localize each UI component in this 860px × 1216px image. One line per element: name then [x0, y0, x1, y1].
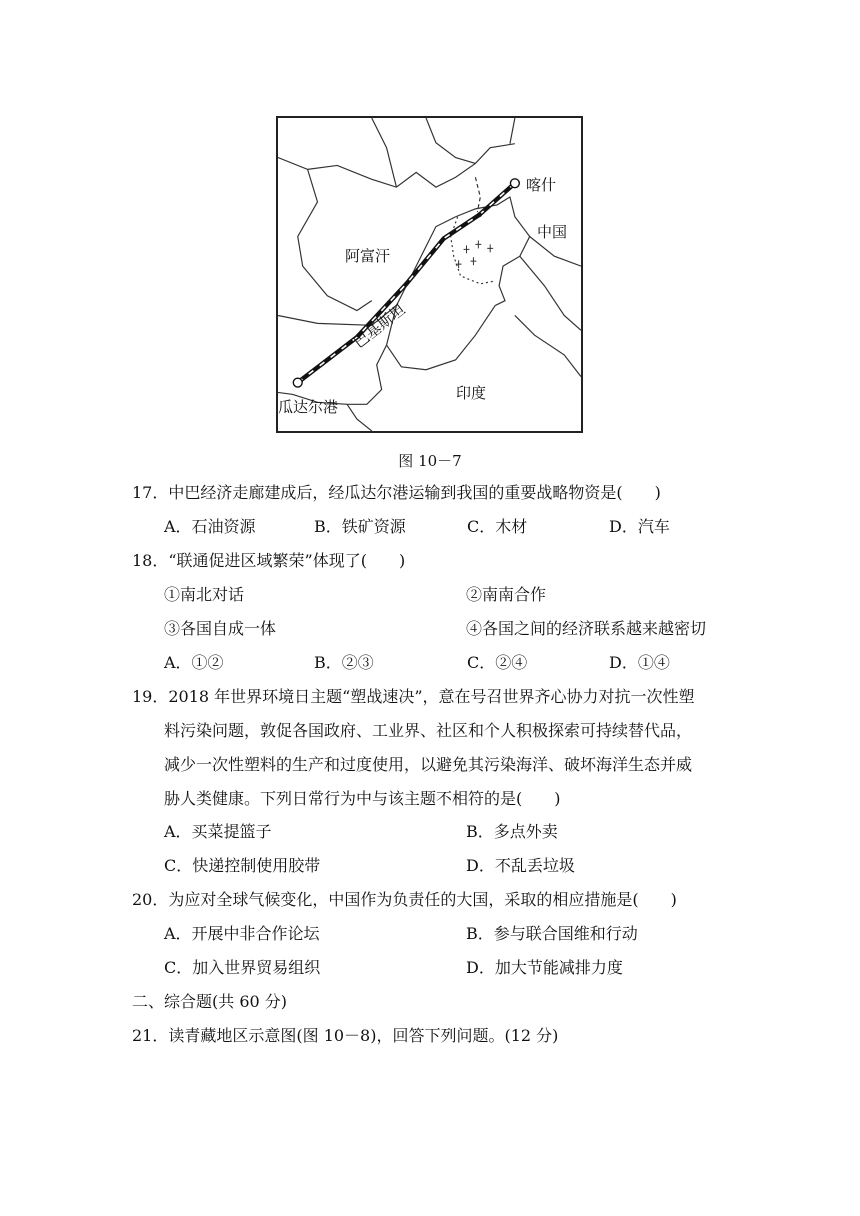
q20-option-b: B．参与联合国维和行动	[466, 924, 638, 943]
q18-item-3: ③各国自成一体	[164, 619, 277, 638]
gwadar-point	[293, 378, 302, 387]
q19-option-a: A．买菜提篮子	[164, 822, 272, 841]
figure-caption: 图 10－7	[398, 452, 462, 470]
q18-option-d: D．①④	[609, 653, 670, 672]
map-figure	[276, 116, 583, 433]
q19-line-1: 19．2018 年世界环境日主题“塑战速决”，意在号召世界齐心协力对抗一次性塑	[132, 687, 695, 706]
q18-option-c: C．②④	[467, 653, 528, 672]
q19-line-4: 胁人类健康。下列日常行为中与该主题不相符的是( )	[164, 789, 561, 808]
q18-option-a: A．①②	[164, 653, 224, 672]
label-india: 印度	[456, 384, 487, 402]
q19-line-2: 料污染问题，敦促各国政府、工业界、社区和个人积极探索可持续替代品，	[164, 721, 693, 740]
q18-item-4: ④各国之间的经济联系越来越密切	[466, 619, 707, 638]
q20-stem: 20．为应对全球气候变化，中国作为负责任的大国，采取的相应措施是( )	[132, 890, 677, 909]
q20-option-c: C．加入世界贸易组织	[164, 958, 321, 977]
q19-option-c: C．快递控制使用胶带	[164, 856, 321, 875]
q17-stem: 17．中巴经济走廊建成后，经瓜达尔港运输到我国的重要战略物资是( )	[132, 483, 661, 502]
q19-option-b: B．多点外卖	[466, 822, 558, 841]
q19-line-3: 减少一次性塑料的生产和过度使用，以避免其污染海洋、破坏海洋生态并威	[164, 755, 693, 774]
label-china: 中国	[537, 223, 568, 241]
q20-option-d: D．加大节能减排力度	[466, 958, 623, 977]
section-heading: 二、综合题(共 60 分)	[132, 992, 288, 1011]
q21-stem: 21．读青藏地区示意图(图 10－8)，回答下列问题。(12 分)	[132, 1026, 559, 1045]
map-drawing	[278, 118, 581, 431]
q17-option-a: A．石油资源	[164, 517, 256, 536]
q18-stem: 18．“联通促进区域繁荣”体现了( )	[132, 551, 406, 570]
label-afghanistan: 阿富汗	[345, 247, 391, 265]
q20-option-a: A．开展中非合作论坛	[164, 924, 320, 943]
q18-option-b: B．②③	[314, 653, 374, 672]
q19-option-d: D．不乱丢垃圾	[466, 856, 575, 875]
q18-item-2: ②南南合作	[466, 585, 547, 604]
kashgar-point	[510, 179, 519, 188]
q17-option-d: D．汽车	[609, 517, 670, 536]
q17-option-b: B．铁矿资源	[314, 517, 406, 536]
q17-option-c: C．木材	[467, 517, 528, 536]
q18-item-1: ①南北对话	[164, 585, 245, 604]
label-kashgar: 喀什	[526, 176, 557, 194]
label-pakistan: 巴基斯坦	[350, 300, 409, 352]
label-gwadar: 瓜达尔港	[278, 398, 339, 416]
